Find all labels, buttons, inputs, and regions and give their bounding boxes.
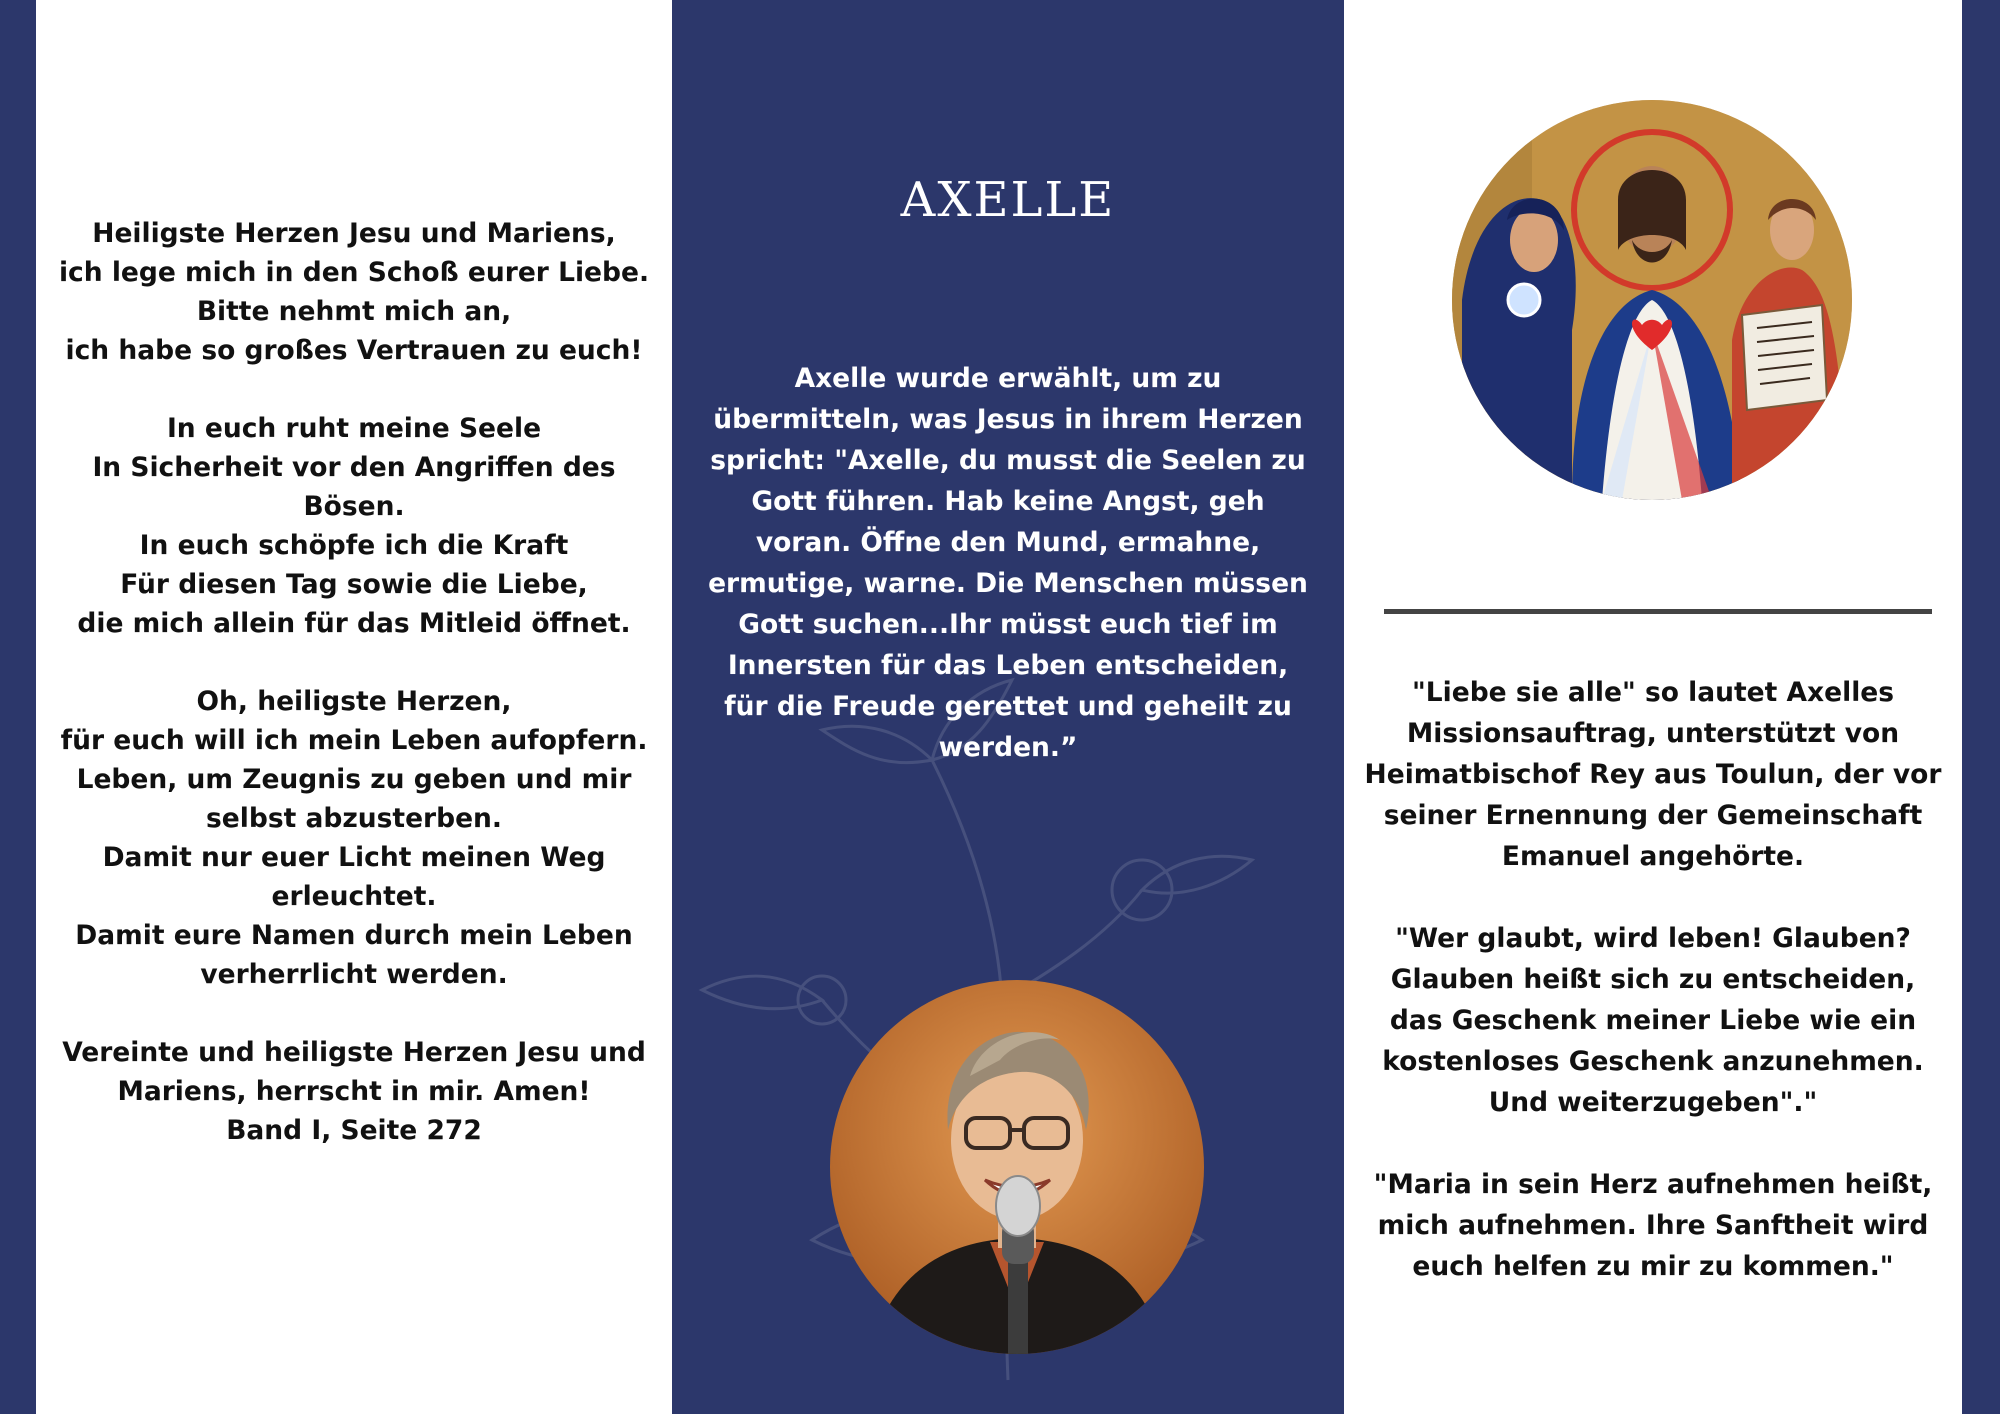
prayer-line: erleuchtet. (271, 881, 437, 912)
quote-line: mich aufnehmen. Ihre Sanftheit wird (1377, 1210, 1929, 1241)
prayer-line: In Sicherheit vor den Angriffen des (92, 452, 616, 483)
prayer-line: ich lege mich in den Schoß eurer Liebe. (58, 257, 650, 288)
prayer-line: Damit eure Namen durch mein Leben (75, 920, 633, 951)
prayer-line: die mich allein für das Mitleid öffnet. (77, 608, 631, 639)
section-divider (1384, 609, 1932, 614)
prayer-stanza-4 (48, 1033, 660, 1150)
quote-line: Und weiterzugeben"." (1488, 1087, 1818, 1118)
prayer-line: Oh, heiligste Herzen, (196, 686, 512, 717)
portrait-illustration (830, 980, 1204, 1354)
right-quotes (1348, 672, 1958, 1328)
prayer-line: Leben, um Zeugnis zu geben und mir (76, 764, 632, 795)
prayer-line: selbst abzusterben. (206, 803, 502, 834)
quote-line: kostenloses Geschenk anzunehmen. (1382, 1046, 1924, 1077)
prayer-line: Heiligste Herzen Jesu und Mariens, (92, 218, 616, 249)
quote-line: seiner Ernennung der Gemeinschaft (1383, 800, 1923, 831)
prayer-line: Bösen. (303, 491, 405, 522)
quote-line: Glauben heißt sich zu entscheiden, (1390, 964, 1916, 995)
faith-quote (1348, 918, 1958, 1123)
axelle-portrait (830, 980, 1204, 1354)
quote-line: Emanuel angehörte. (1501, 841, 1805, 872)
quote-line: das Geschenk meiner Liebe wie ein (1389, 1005, 1917, 1036)
prayer-text (48, 214, 660, 1189)
prayer-line: für euch will ich mein Leben aufopfern. (60, 725, 648, 756)
quote-line: "Maria in sein Herz aufnehmen heißt, (1373, 1169, 1933, 1200)
page-title: AXELLE (900, 172, 1116, 228)
prayer-line: Vereinte und heiligste Herzen Jesu und (62, 1037, 646, 1068)
axelle-quote: Axelle wurde erwählt, um zu übermitteln, was Jesus in ihrem Herzen spricht: "Axelle, du musst die Seelen zu Gott führen. Hab keine Angst, geh voran. Öffne den Mund, ermahne, ermutige, warne. Die Menschen müssen Gott suchen...Ihr müsst euch tief im Innersten für das Leben entscheiden, für die Freude gerettet und geheilt zu werden.” (708, 363, 1308, 763)
quote-line: "Wer glaubt, wird leben! Glauben? (1395, 923, 1911, 954)
prayer-line: In euch schöpfe ich die Kraft (139, 530, 569, 561)
quote-line: Missionsauftrag, unterstützt von (1406, 718, 1900, 749)
prayer-line: Für diesen Tag sowie die Liebe, (120, 569, 588, 600)
prayer-source: Band I, Seite 272 (226, 1115, 482, 1146)
right-panel (1344, 0, 1962, 1414)
quote-line: Heimatbischof Rey aus Toulun, der vor (1364, 759, 1942, 790)
prayer-line: In euch ruht meine Seele (166, 413, 542, 444)
quote-line: euch helfen zu mir zu kommen." (1412, 1251, 1894, 1282)
icon-image (1452, 100, 1852, 500)
prayer-line: Damit nur euer Licht meinen Weg (102, 842, 606, 873)
prayer-stanza-3 (48, 682, 660, 994)
quote-line: "Liebe sie alle" so lautet Axelles (1411, 677, 1895, 708)
prayer-line: Mariens, herrscht in mir. Amen! (117, 1076, 591, 1107)
prayer-line: verherrlicht werden. (200, 959, 508, 990)
prayer-line: ich habe so großes Vertrauen zu euch! (65, 335, 643, 366)
middle-panel (672, 0, 1344, 1414)
prayer-line: Bitte nehmt mich an, (196, 296, 512, 327)
maria-quote (1348, 1164, 1958, 1287)
sacred-heart-icon (1452, 100, 1852, 500)
prayer-stanza-2 (48, 409, 660, 643)
mission-paragraph (1348, 672, 1958, 877)
left-panel (36, 0, 672, 1414)
prayer-stanza-1 (48, 214, 660, 370)
